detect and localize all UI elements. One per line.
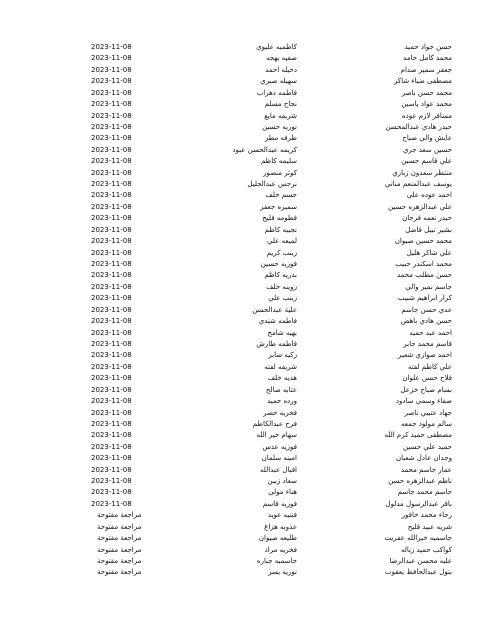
person-name: وجدان عادل شعبان — [395, 454, 452, 463]
person-name: منتظر سعدون زباري — [392, 168, 452, 177]
record-row — [0, 293, 494, 304]
mother-name: نجيبه كاظم — [264, 225, 297, 234]
person-name: حسن هادي باهض — [400, 317, 452, 326]
person-name: علي كاظم لفته — [407, 362, 452, 371]
mother-name: علية عبدالحسن — [252, 305, 297, 314]
mother-name: بهيه شامخ — [267, 328, 297, 337]
person-name: علي قاسم حسين — [401, 157, 452, 166]
record-row — [0, 236, 494, 247]
record-status: مراجعة مفتوحة — [97, 511, 142, 520]
record-date: 2023-11-08 — [91, 271, 132, 280]
record-date: 2023-11-08 — [91, 77, 132, 86]
mother-name: كاظميه عليوي — [256, 43, 297, 51]
mother-name: لميعه علي — [267, 237, 297, 246]
mother-name: فخريه خضر — [263, 408, 297, 417]
person-name: جاسميه خيرالله عفريت — [384, 534, 452, 543]
person-name: يوسف عبدالمنعم مناتي — [384, 180, 452, 189]
mother-name: زينب كريم — [266, 248, 297, 257]
person-name: مصطفى ضياء شاكر — [393, 77, 452, 86]
record-date: 2023-11-08 — [91, 419, 132, 428]
record-row — [0, 499, 494, 510]
record-row — [0, 202, 494, 213]
record-date: 2023-11-08 — [91, 397, 132, 406]
record-date: 2023-11-08 — [91, 225, 132, 234]
record-date: 2023-11-08 — [91, 499, 132, 508]
mother-name: فرح عبدالكاظم — [252, 419, 297, 428]
mother-name: سعاد زبين — [267, 477, 297, 486]
record-date: 2023-11-08 — [91, 237, 132, 246]
record-row — [0, 430, 494, 441]
record-date: 2023-11-08 — [91, 362, 132, 371]
person-name: بشير نبيل فاضل — [405, 225, 452, 234]
record-date: 2023-11-08 — [91, 248, 132, 257]
record-row — [0, 259, 494, 270]
person-name: مصطفى حميد كرم الله — [384, 431, 452, 440]
record-row — [0, 65, 494, 76]
record-row — [0, 385, 494, 396]
mother-name: فوزيه عدس — [262, 442, 297, 451]
record-row — [0, 567, 494, 578]
mother-name: فاطمه شندي — [258, 317, 297, 326]
record-status: مراجعة مفتوحة — [97, 534, 142, 543]
record-date: 2023-11-08 — [91, 100, 132, 109]
mother-name: نرجس عبدالجليل — [247, 180, 297, 189]
record-row — [0, 122, 494, 133]
person-name: صفاء وسمي سادود — [395, 397, 452, 406]
person-name: شريه عبيد فليح — [407, 522, 452, 531]
record-date: 2023-11-08 — [91, 134, 132, 143]
record-row — [0, 168, 494, 179]
person-name: ناظم عبدالزهره حسن — [388, 477, 452, 486]
record-row — [0, 145, 494, 156]
record-row — [0, 225, 494, 236]
person-name: جعفر سمير صدام — [400, 65, 452, 74]
mother-name: اقبال عبدالله — [260, 465, 297, 474]
record-status: مراجعة مفتوحة — [97, 568, 142, 577]
record-date: 2023-11-08 — [91, 465, 132, 474]
record-date: 2023-11-08 — [91, 191, 132, 200]
record-row — [0, 545, 494, 556]
record-row — [0, 42, 494, 53]
record-row — [0, 328, 494, 339]
mother-name: هناء مولى — [268, 488, 297, 497]
person-name: بتول عبدالحافظ يعقوب — [385, 568, 452, 577]
record-row — [0, 190, 494, 201]
person-name: احمد عبد حميد — [409, 328, 452, 337]
record-row — [0, 408, 494, 419]
person-name: سالم مولود جمعه — [401, 419, 452, 428]
record-row — [0, 373, 494, 384]
record-row — [0, 556, 494, 567]
record-date: 2023-11-08 — [91, 317, 132, 326]
record-row — [0, 111, 494, 122]
record-row — [0, 510, 494, 521]
record-date: 2023-11-08 — [91, 339, 132, 348]
person-name: قاسم محمد جابر — [403, 339, 452, 348]
record-date: 2023-11-08 — [91, 305, 132, 314]
records-list — [0, 42, 494, 579]
person-name: محمد كامل حامد — [403, 54, 452, 63]
person-name: احمد صوازي شعير — [397, 351, 452, 360]
mother-name: شريفه مايع — [264, 111, 297, 120]
record-date: 2023-11-08 — [91, 385, 132, 394]
person-name: حسن مطلب محمد — [396, 271, 452, 280]
record-date: 2023-11-08 — [91, 477, 132, 486]
record-date: 2023-11-08 — [91, 168, 132, 177]
record-date: 2023-11-08 — [91, 122, 132, 131]
mother-name: فطومه فليح — [262, 214, 297, 223]
record-date: 2023-11-08 — [91, 214, 132, 223]
record-date: 2023-11-08 — [91, 374, 132, 383]
record-row — [0, 179, 494, 190]
mother-name: فوزيه قاسم — [262, 499, 297, 508]
person-name: محمد حسين صيوان — [394, 237, 452, 246]
mother-name: نوريه يسر — [268, 568, 297, 577]
person-name: عايش والي صباح — [402, 134, 452, 143]
record-row — [0, 487, 494, 498]
person-name: محمد اسكندر حبيب — [395, 260, 452, 269]
record-date: 2023-11-08 — [91, 88, 132, 97]
record-row — [0, 476, 494, 487]
mother-name: زينب علي — [268, 294, 297, 303]
person-name: جهاد عتيبي ناصر — [404, 408, 452, 417]
mother-name: فوزيه حسين — [260, 260, 297, 269]
person-name: عليه محسن عبدالرضا — [389, 556, 452, 565]
record-date: 2023-11-08 — [91, 408, 132, 417]
mother-name: كوثر منصور — [263, 168, 297, 177]
record-status: مراجعة مفتوحة — [97, 522, 142, 531]
record-row — [0, 350, 494, 361]
record-row — [0, 362, 494, 373]
mother-name: سليمه كاظم — [260, 157, 297, 166]
mother-name: بدريه كاظم — [264, 271, 297, 280]
person-name: محمد حسن ناصر — [401, 88, 452, 97]
mother-name: كريمه عبدالحسن عبود — [232, 145, 297, 154]
record-row — [0, 99, 494, 110]
person-name: عمار جاسم محمد — [400, 465, 452, 474]
person-name: باقر عبدالرسول مدلول — [385, 499, 452, 508]
record-date: 2023-11-08 — [91, 351, 132, 360]
record-row — [0, 270, 494, 281]
record-date: 2023-11-08 — [91, 180, 132, 189]
mother-name: زوينه خلف — [266, 282, 297, 291]
mother-name: سهام خير الله — [256, 431, 297, 440]
person-name: جاسم نمير والي — [405, 282, 452, 291]
record-row — [0, 76, 494, 87]
record-date: 2023-11-08 — [91, 328, 132, 337]
person-name: حسن جواد حميد — [404, 43, 452, 51]
record-status: مراجعة مفتوحة — [97, 556, 142, 565]
record-row — [0, 453, 494, 464]
person-name: رجاء محمد خافور — [401, 511, 452, 520]
person-name: حيدر هادي عبدالمحسن — [385, 122, 452, 131]
person-name: كواكب حميد زباله — [400, 545, 452, 554]
mother-name: هديه خلف — [267, 374, 297, 383]
record-row — [0, 305, 494, 316]
record-date: 2023-11-08 — [91, 54, 132, 63]
record-row — [0, 282, 494, 293]
mother-name: عذوبه هزاع — [264, 522, 297, 531]
record-date: 2023-11-08 — [91, 145, 132, 154]
person-name: بسام صباح خزعل — [400, 385, 452, 394]
record-date: 2023-11-08 — [91, 65, 132, 74]
record-row — [0, 316, 494, 327]
person-name: مسافر لازم عوده — [401, 111, 452, 120]
record-date: 2023-11-08 — [91, 442, 132, 451]
record-date: 2023-11-08 — [91, 431, 132, 440]
record-row — [0, 442, 494, 453]
person-name: جاسم محمد جاسم — [397, 488, 452, 497]
mother-name: فتنيه عويد — [267, 511, 297, 520]
record-date: 2023-11-08 — [91, 111, 132, 120]
record-date: 2023-11-08 — [91, 157, 132, 166]
person-name: حسين سعد جري — [402, 145, 452, 154]
person-name: احمد عوده علي — [406, 191, 452, 200]
mother-name: جاسميه جباره — [256, 556, 297, 565]
record-row — [0, 213, 494, 224]
mother-name: طليعه صيوان — [258, 534, 297, 543]
record-row — [0, 522, 494, 533]
mother-name: فاطمه دهراب — [256, 88, 297, 97]
mother-name: عتابه صالح — [265, 385, 297, 394]
record-row — [0, 465, 494, 476]
person-name: علي شاكر هليل — [406, 248, 452, 257]
record-row — [0, 248, 494, 259]
record-row — [0, 53, 494, 64]
record-date: 2023-11-08 — [91, 488, 132, 497]
record-date: 2023-11-08 — [91, 202, 132, 211]
record-row — [0, 88, 494, 99]
person-name: كرار ابراهيم شبيب — [397, 294, 452, 303]
record-row — [0, 533, 494, 544]
mother-name: نجاح مسلم — [264, 100, 297, 109]
record-row — [0, 419, 494, 430]
mother-name: طرفه مطر — [264, 134, 297, 143]
mother-name: شريفه لفته — [264, 362, 297, 371]
person-name: علي عبدالزهره حسين — [388, 202, 452, 211]
mother-name: فخريه مراد — [264, 545, 297, 554]
record-date: 2023-11-08 — [91, 282, 132, 291]
record-status: مراجعة مفتوحة — [97, 545, 142, 554]
person-name: محمد عواد ياسين — [401, 100, 452, 109]
record-date: 2023-11-08 — [91, 43, 132, 51]
person-name: فلاح حسن علوان — [402, 374, 452, 383]
record-row — [0, 396, 494, 407]
mother-name: امينه سلمان — [261, 454, 297, 463]
mother-name: دخيله احمد — [265, 65, 297, 74]
mother-name: زكيه صابر — [268, 351, 297, 360]
person-name: حميد علي حسين — [403, 442, 452, 451]
mother-name: سميره جعفر — [260, 202, 297, 211]
record-row — [0, 133, 494, 144]
record-row — [0, 156, 494, 167]
mother-name: سهيله صبري — [260, 77, 297, 86]
mother-name: جسم خلف — [265, 191, 297, 200]
record-row — [0, 339, 494, 350]
mother-name: نوريه حسين — [262, 122, 297, 131]
mother-name: فاطمه طارش — [256, 339, 297, 348]
person-name: حيدر نعمه فرحان — [402, 214, 452, 223]
person-name: عدي حسن جاسم — [401, 305, 452, 314]
mother-name: ورده حميد — [267, 397, 297, 406]
mother-name: صفيه بهجه — [265, 54, 297, 63]
record-date: 2023-11-08 — [91, 260, 132, 269]
record-date: 2023-11-08 — [91, 294, 132, 303]
record-date: 2023-11-08 — [91, 454, 132, 463]
